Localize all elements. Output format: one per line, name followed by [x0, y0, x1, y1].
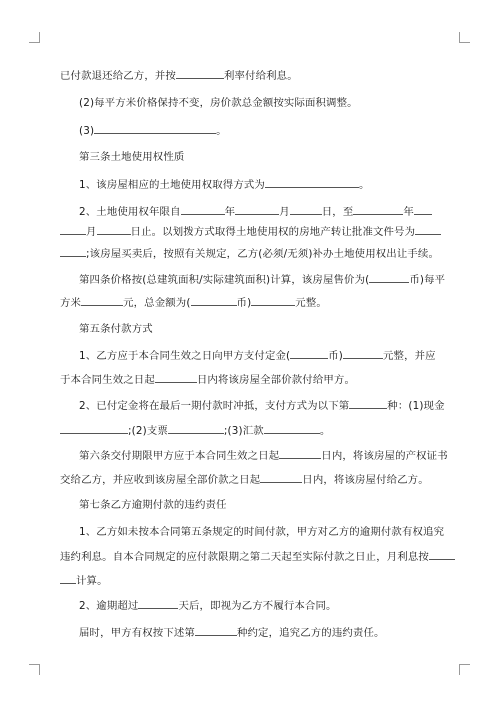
text-line: [60, 224, 440, 239]
blank-field: [349, 398, 387, 409]
blank-field: [60, 224, 86, 235]
text-segment: 。: [216, 125, 227, 137]
text-segment: 元整。: [295, 297, 327, 309]
text-line: [79, 348, 459, 363]
blank-field: [353, 204, 403, 215]
text-segment: 币): [328, 350, 343, 362]
text-segment: 方米: [60, 297, 82, 309]
text-segment: 1、乙方如未按本合同第五条规定的时间付款，甲方对乙方的逾期付款有权追究: [79, 526, 445, 538]
blank-field: [415, 224, 441, 235]
text-line: [79, 204, 459, 219]
text-segment: 1、乙方应于本合同生效之日向甲方支付定金(: [79, 350, 291, 362]
text-line: [79, 525, 459, 539]
text-segment: 月: [279, 206, 290, 218]
text-segment: 1、该房屋相应的土地使用权取得方式为: [79, 179, 265, 191]
text-line: [79, 123, 459, 138]
text-line: [79, 448, 459, 463]
text-segment: ;(3)汇款: [223, 425, 264, 437]
text-line: [60, 549, 440, 564]
text-segment: 元整，并应: [382, 350, 436, 362]
text-segment: 第四条价格按(总建筑面积/实际建筑面积)计算，该房屋售价为(: [79, 274, 370, 286]
text-segment: 2、土地使用权年限自: [79, 206, 181, 218]
text-segment: 第六条交付期限甲方应于本合同生效之日起: [79, 450, 280, 462]
text-segment: 种约定，追究乙方的违约责任。: [236, 627, 385, 639]
text-segment: 第七条乙方逾期付款的违约责任: [79, 499, 227, 511]
text-segment: (3): [79, 125, 95, 137]
text-segment: 年: [403, 206, 414, 218]
blank-field: [414, 204, 432, 215]
text-segment: 元，总金额为(: [123, 297, 191, 309]
blank-field: [168, 423, 224, 434]
text-line: [79, 598, 459, 613]
text-segment: 天后，即视为乙方不履行本合同。: [178, 600, 337, 612]
blank-field: [60, 423, 128, 434]
blank-field: [343, 348, 383, 359]
text-line: [60, 68, 440, 83]
text-segment: ;该房屋买卖后，按照有关规定，乙方(必须/无须)补办土地使用权出让手续。: [86, 248, 440, 260]
crop-mark-bottom-right: [459, 664, 470, 675]
crop-mark-top-left: [29, 32, 40, 43]
text-segment: 。: [358, 179, 370, 191]
text-segment: 日内，将该房屋付给乙方。: [302, 474, 429, 486]
text-segment: 2、逾期超过: [79, 600, 139, 612]
text-segment: 于本合同生效之日起: [60, 374, 155, 386]
section-heading: [79, 498, 459, 512]
crop-mark-bottom-left: [29, 664, 40, 675]
blank-field: [235, 204, 279, 215]
text-line: [79, 177, 459, 192]
text-segment: 届时，甲方有权按下述第: [79, 627, 195, 639]
text-line: [60, 295, 440, 310]
text-segment: 已付款退还给乙方，并按: [60, 70, 176, 82]
blank-field: [81, 295, 123, 306]
text-line: [60, 472, 440, 487]
text-segment: 日止。以划拨方式取得土地使用权的房地产转让批准文件号为: [130, 226, 416, 238]
blank-field: [181, 204, 225, 215]
text-segment: 交给乙方，并应收到该房屋全部价款之日起: [60, 474, 261, 486]
text-segment: 币)每平: [409, 274, 446, 286]
text-segment: 违约利息。自本合同规定的应付款限期之第二天起至实际付款之日止，月利息按: [60, 551, 429, 563]
text-line: [60, 246, 440, 261]
blank-field: [264, 423, 320, 434]
text-segment: (2)每平方米价格保持不变，房价款总金额按实际面积调整。: [79, 97, 358, 109]
blank-field: [265, 177, 359, 188]
blank-field: [260, 472, 302, 483]
text-segment: 。: [319, 425, 331, 437]
text-line: [60, 573, 440, 588]
blank-field: [155, 372, 197, 383]
blank-field: [251, 295, 295, 306]
blank-field: [94, 123, 216, 134]
blank-field: [60, 573, 76, 584]
text-segment: 2、已付定金将在最后一期付款时冲抵，支付方式为以下第: [79, 400, 350, 412]
text-segment: 日内将该房屋全部价款付给甲方。: [196, 374, 355, 386]
text-segment: 利率付给利息。: [223, 70, 298, 82]
text-line: [60, 423, 440, 438]
text-segment: 币): [236, 297, 252, 309]
text-line: [79, 398, 459, 413]
text-segment: 年: [224, 206, 236, 218]
text-line: [79, 272, 459, 287]
section-heading: [79, 322, 459, 336]
text-segment: 第五条付款方式: [79, 323, 153, 335]
blank-field: [195, 625, 237, 636]
text-segment: 计算。: [76, 575, 108, 587]
section-heading: [79, 150, 459, 164]
blank-field: [60, 246, 86, 257]
blank-field: [429, 549, 455, 560]
blank-field: [290, 348, 328, 359]
blank-field: [290, 204, 322, 215]
blank-field: [138, 598, 178, 609]
text-line: [60, 372, 440, 387]
text-segment: 月: [86, 226, 97, 238]
text-line: [79, 625, 459, 640]
blank-field: [369, 272, 409, 283]
text-segment: 日，至: [321, 206, 354, 218]
text-segment: 日内，将该房屋的产权证书: [321, 450, 448, 462]
blank-field: [97, 224, 131, 235]
blank-field: [191, 295, 237, 306]
text-segment: ;(2)支票: [128, 425, 168, 437]
blank-field: [176, 68, 224, 79]
text-line: [79, 96, 459, 110]
text-segment: 种：(1)现金: [387, 400, 445, 412]
crop-mark-top-right: [459, 32, 470, 43]
text-segment: 第三条土地使用权性质: [79, 151, 185, 163]
blank-field: [279, 448, 321, 459]
